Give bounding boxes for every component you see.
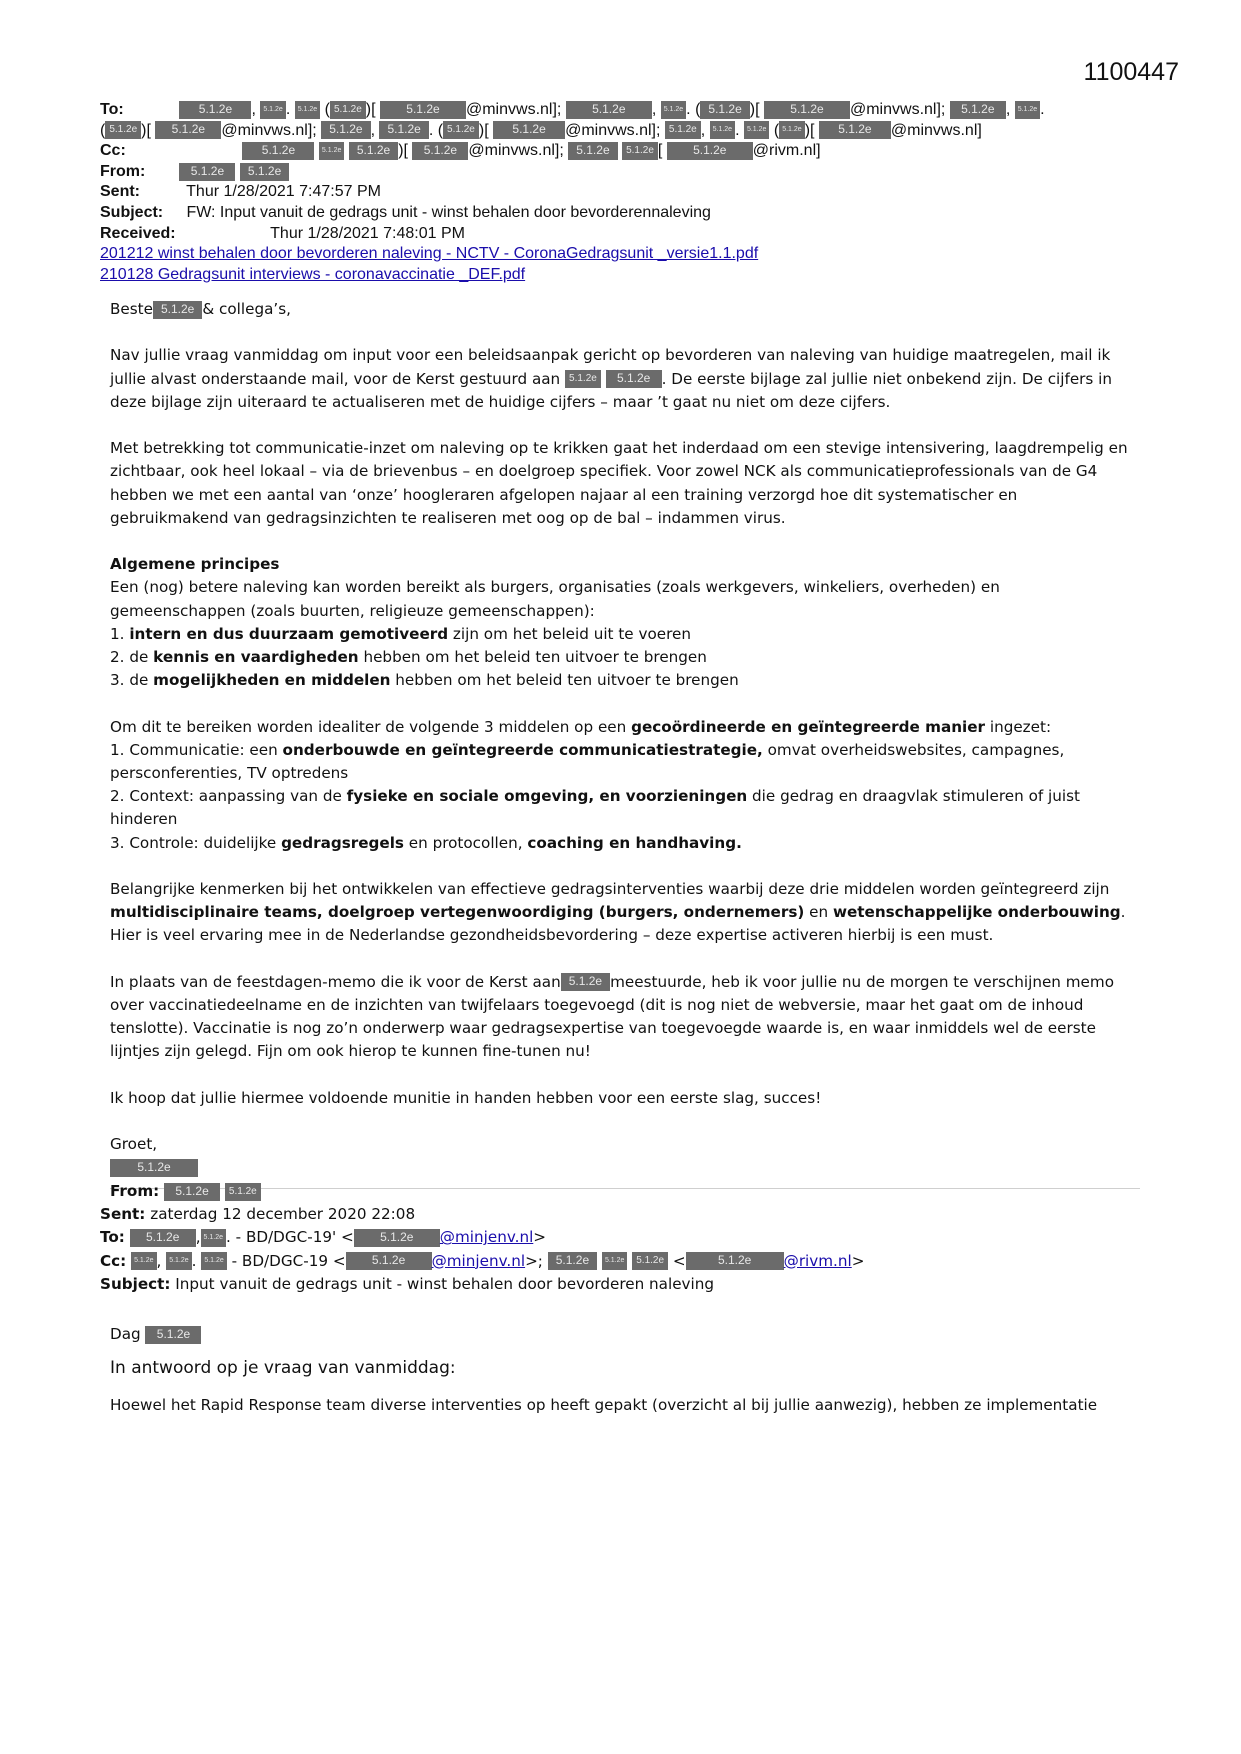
- redaction: 5.1.2e: [686, 1252, 784, 1270]
- email-link[interactable]: @minjenv.nl: [431, 1251, 526, 1270]
- greeting: Beste 5.1.2e & collega’s,: [110, 300, 291, 318]
- redaction: 5.1.2e: [764, 101, 850, 119]
- redaction: 5.1.2e: [225, 1183, 261, 1201]
- redaction: 5.1.2e: [606, 370, 662, 388]
- fwd-from-label: From:: [110, 1182, 160, 1200]
- redaction: 5.1.2e: [565, 370, 601, 388]
- redaction: 5.1.2e: [779, 121, 804, 139]
- redaction: 5.1.2e: [164, 1183, 220, 1201]
- fwd-subject-row: Subject: Input vanuit de gedrags unit - winst behalen door bevorderen naleving: [100, 1274, 715, 1293]
- redaction: 5.1.2e: [819, 121, 891, 139]
- redaction: 5.1.2e: [602, 1252, 627, 1270]
- redaction: 5.1.2e: [166, 1252, 191, 1270]
- subject-value: FW: Input vanuit de gedrags unit - winst behalen door bevorderennaleving: [186, 203, 711, 221]
- redaction: 5.1.2e: [295, 101, 320, 119]
- received-label: Received:: [100, 224, 176, 242]
- email-domain: @rivm.nl]: [752, 142, 821, 160]
- attachment-2: [100, 265, 1180, 286]
- attachment-link[interactable]: 201212 winst behalen door bevorderen naleving - NCTV - CoronaGedragsunit _versie1.1.pdf: [100, 245, 759, 263]
- sent-label: Sent:: [100, 183, 140, 201]
- redaction: 5.1.2e: [240, 163, 289, 181]
- fwd-intro: In antwoord op je vraag van vanmiddag:: [110, 1358, 456, 1378]
- redaction: 5.1.2e: [179, 163, 235, 181]
- redaction: 5.1.2e: [201, 1229, 226, 1247]
- email-domain: @minvws.nl];: [849, 101, 946, 118]
- redaction: 5.1.2e: [354, 1229, 440, 1247]
- redaction: 5.1.2e: [710, 121, 735, 139]
- redaction: 5.1.2e: [561, 973, 610, 991]
- fwd-greeting: Dag 5.1.2e: [110, 1320, 1150, 1348]
- principles-title: Algemene principes: [110, 555, 280, 574]
- received-row: [100, 224, 1180, 245]
- redaction: 5.1.2e: [321, 121, 370, 139]
- means-1: 1. Communicatie: een onderbouwde en geïntegreerde communicatiestrategie, omvat overheidswebsites, campagnes, persconferenties, TV optredens: [110, 740, 1065, 782]
- redaction: 5.1.2e: [667, 142, 753, 160]
- email-domain: @minvws.nl];: [565, 121, 661, 139]
- from-row: [100, 162, 1180, 183]
- redaction: 5.1.2e: [179, 101, 251, 119]
- principle-1: 1. intern en dus duurzaam gemotiveerd zijn om het beleid uit te voeren: [110, 624, 691, 643]
- from-label: From:: [100, 162, 146, 180]
- redaction: 5.1.2e: [661, 101, 686, 119]
- to-row-continued: ( 5.1.2e )[ 5.1.2e @minvws.nl]; 5.1.2e , 5.1.2e . ( 5.1.2e )[ 5.1.2e @minvws.nl]; 5.1.2e , 5.1.2e . 5.1.2e ( 5.1.2e )[ 5.1.2e @minvws.nl]: [100, 121, 982, 139]
- redaction: 5.1.2e: [130, 1229, 196, 1247]
- principles-intro: Een (nog) betere naleving kan worden bereikt als burgers, organisaties (zoals werkgevers, winkeliers, overheden) en gemeenschappen (zoals buurten, religieuze gemeenschappen):: [110, 578, 1000, 620]
- to-label: To:: [100, 101, 124, 118]
- email-domain: @minvws.nl];: [221, 121, 317, 139]
- received-value: Thur 1/28/2021 7:48:01 PM: [270, 224, 465, 242]
- characteristics-paragraph: Belangrijke kenmerken bij het ontwikkelen van effectieve gedragsinterventies waarbij deze drie middelen worden geïntegreerd zijn multidisciplinaire teams, doelgroep vertegenwoordiging (burgers, ondernemers) en wetenschappelijke onderbouwing. Hier is veel ervaring mee in de Nederlandse gezondheidsbevordering – deze expertise activeren hierbij is een must.: [110, 880, 1126, 945]
- email-domain: @minvws.nl];: [468, 142, 564, 160]
- paragraph-1: Nav jullie vraag vanmiddag om input voor een beleidsaanpak gericht op bevorderen van naleving van huidige maatregelen, mail ik jullie alvast onderstaande mail, voor de Kerst gestuurd aan 5.1.2e 5.1.2e . De eerste bijlage zal jullie niet onbekend zijn. De cijfers in deze bijlage zijn uiteraard te actualiseren met de huidige cijfers – maar ’t gaat nu niet om deze cijfers.: [110, 346, 1113, 411]
- principles-section: [110, 553, 1140, 692]
- means-intro: Om dit te bereiken worden idealiter de volgende 3 middelen op een gecoördineerde en geïntegreerde manier ingezet:: [110, 717, 1052, 736]
- attachment-1: [100, 244, 1180, 265]
- fwd-last-line: Hoewel het Rapid Response team diverse interventies op heeft gepakt (overzicht al bij jullie aanwezig), hebben ze implementatie: [110, 1396, 1098, 1414]
- attachment-link[interactable]: 210128 Gedragsunit interviews - coronavaccinatie _DEF.pdf: [100, 265, 526, 283]
- email-link[interactable]: @minjenv.nl: [439, 1228, 534, 1247]
- email-domain: @minvws.nl]: [890, 121, 982, 139]
- redaction: 5.1.2e: [131, 1252, 156, 1270]
- regards: Groet,: [110, 1135, 158, 1154]
- means-section: [110, 716, 1140, 855]
- message-body: [110, 298, 1140, 1193]
- redaction: 5.1.2e: [346, 1252, 432, 1270]
- to-row: To: 5.1.2e , 5.1.2e . 5.1.2e ( 5.1.2e )[ 5.1.2e @minvws.nl]; 5.1.2e , 5.1.2e . ( 5.1.2e )[ 5.1.2e @minvws.nl]; 5.1.2e , 5.1.2e .: [100, 100, 1180, 121]
- sent-value: Thur 1/28/2021 7:47:57 PM: [186, 183, 381, 201]
- redaction: 5.1.2e: [380, 101, 466, 119]
- fwd-sent-row: Sent: zaterdag 12 december 2020 22:08: [100, 1205, 416, 1224]
- redaction: 5.1.2e: [105, 121, 141, 139]
- cc-label: Cc:: [100, 142, 126, 160]
- means-3: 3. Controle: duidelijke gedragsregels en protocollen, coaching en handhaving.: [110, 833, 742, 852]
- sent-row: [100, 182, 1180, 203]
- email-header: [100, 100, 1180, 285]
- closing-line: Ik hoop dat jullie hiermee voldoende munitie in handen hebben voor een eerste slag, succes!: [110, 1088, 822, 1107]
- cc-row: Cc: 5.1.2e 5.1.2e 5.1.2e )[ 5.1.2e @minvws.nl]; 5.1.2e 5.1.2e [ 5.1.2e @rivm.nl]: [100, 141, 1180, 162]
- redaction: 5.1.2e: [260, 101, 285, 119]
- redaction: 5.1.2e: [566, 101, 652, 119]
- redaction: 5.1.2e: [349, 142, 398, 160]
- redaction: 5.1.2e: [493, 121, 565, 139]
- redaction: 5.1.2e: [330, 101, 366, 119]
- redaction: 5.1.2e: [622, 142, 658, 160]
- redaction: 5.1.2e: [412, 142, 468, 160]
- subject-label: Subject:: [100, 203, 164, 221]
- redaction: 5.1.2e: [242, 142, 314, 160]
- paragraph-2: Met betrekking tot communicatie-inzet om naleving op te krikken gaat het inderdaad om een stevige intensivering, laagdrempelig en zichtbaar, ook heel lokaal – via de brievenbus – en doelgroep specifiek. Voor zowel NCK als communicatieprofessionals van de G4 hebben we met een aantal van ‘onze’ hoogleraren afgelopen najaar al een training verzorgd hoe dit systematischer en gebruikmakend van gedragsinzichten te realiseren met oog op de bal – indammen virus.: [110, 439, 1128, 527]
- redaction: 5.1.2e: [319, 142, 344, 160]
- signature-redaction: 5.1.2e: [110, 1159, 198, 1177]
- redaction: 5.1.2e: [1015, 101, 1040, 119]
- subject-row: [100, 203, 1180, 224]
- means-2: 2. Context: aanpassing van de fysieke en sociale omgeving, en voorzieningen die gedrag en draagvlak stimuleren of juist hinderen: [110, 787, 1080, 829]
- fwd-to-row: To: 5.1.2e , 5.1.2e . - BD/DGC-19' < 5.1.2e @minjenv.nl>: [100, 1228, 547, 1247]
- redaction: 5.1.2e: [153, 301, 202, 319]
- redaction: 5.1.2e: [950, 101, 1006, 119]
- redaction: 5.1.2e: [568, 142, 617, 160]
- email-domain: @minvws.nl];: [465, 101, 562, 118]
- redaction: 5.1.2e: [201, 1252, 226, 1270]
- redaction: 5.1.2e: [155, 121, 221, 139]
- redaction: 5.1.2e: [379, 121, 428, 139]
- document-number: 1100447: [1083, 58, 1179, 86]
- redaction: 5.1.2e: [665, 121, 701, 139]
- fwd-cc-row: Cc: 5.1.2e , 5.1.2e . 5.1.2e - BD/DGC-19 < 5.1.2e @minjenv.nl>; 5.1.2e 5.1.2e 5.1.2e < 5.1.2e @rivm.nl>: [100, 1251, 865, 1270]
- forwarded-body: [110, 1320, 1150, 1414]
- principle-3: 3. de mogelijkheden en middelen hebben om het beleid ten uitvoer te brengen: [110, 671, 739, 690]
- redaction: 5.1.2e: [700, 101, 749, 119]
- fwd-from-row: [100, 1180, 1150, 1203]
- redaction: 5.1.2e: [145, 1326, 201, 1344]
- principle-2: 2. de kennis en vaardigheden hebben om het beleid ten uitvoer te brengen: [110, 648, 707, 666]
- redaction: 5.1.2e: [548, 1252, 597, 1270]
- redaction: 5.1.2e: [632, 1252, 668, 1270]
- redaction: 5.1.2e: [744, 121, 769, 139]
- email-link[interactable]: @rivm.nl: [783, 1251, 852, 1270]
- redaction: 5.1.2e: [443, 121, 479, 139]
- forwarded-header: [100, 1180, 1150, 1296]
- vaccination-paragraph: In plaats van de feestdagen-memo die ik voor de Kerst aan 5.1.2e meestuurde, heb ik voor jullie nu de morgen te verschijnen memo over vaccinatiedeelname en de inzichten van twijfelaars toegevoegd (dit is nog niet de webversie, maar het gaat om de inhoud tenslotte). Vaccinatie is nog zo’n onderwerp waar gedragsexpertise van toegevoegde waarde is, en waar inmiddels wel de eerste lijntjes zijn gelegd. Fijn om ook hierop te kunnen fine-tunen nu!: [110, 972, 1114, 1061]
